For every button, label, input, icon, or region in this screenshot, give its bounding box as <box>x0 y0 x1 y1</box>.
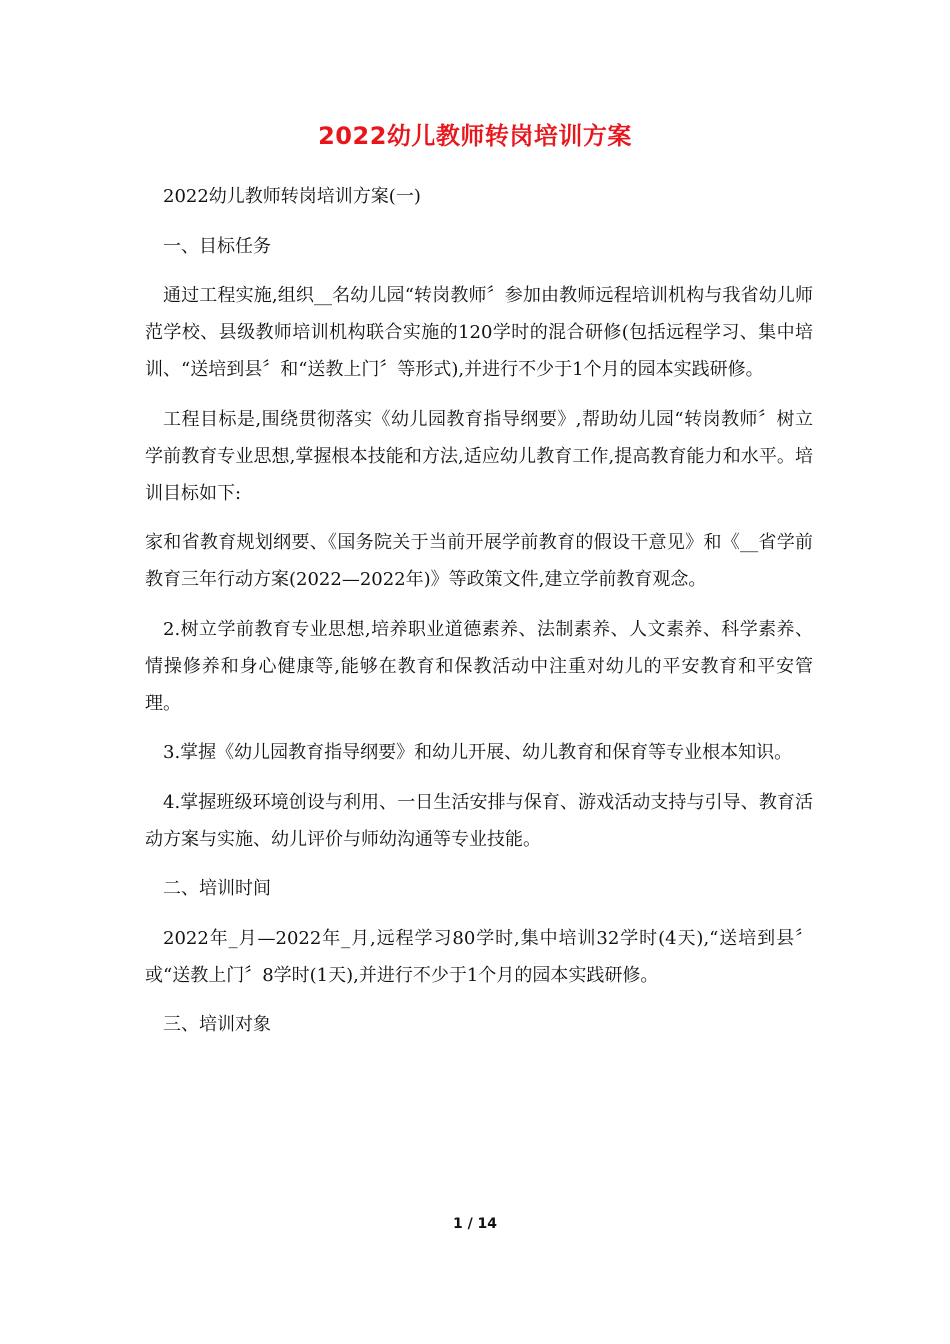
section-heading-goals: 一、目标任务 <box>163 235 271 257</box>
paragraph-implementation: 通过工程实施,组织__名幼儿园“转岗教师〞参加由教师远程培训机构与我省幼儿师范学校、县级教师培训机构联合实施的120学时的混合研修(包括远程学习、集中培训、“送培到县〞和“送教上门〞等形式),并进行不少于1个月的园本实践研修。 <box>145 285 813 380</box>
page-indicator: 1 / 14 <box>452 1216 498 1232</box>
list-item-3: 3.掌握《幼儿园教育指导纲要》和幼儿开展、幼儿教育和保育等专业根本知识。 <box>163 742 793 763</box>
paragraph-subtitle: 2022幼儿教师转岗培训方案(一) <box>163 186 421 207</box>
section-heading-audience: 三、培训对象 <box>163 1014 271 1035</box>
document-body <box>145 178 813 1056</box>
paragraph-project-goals: 工程目标是,围绕贯彻落实《幼儿园教育指导纲要》,帮助幼儿园“转岗教师〞树立学前教育专业思想,掌握根本技能和方法,适应幼儿教育工作,提高教育能力和水平。培训目标如下: <box>145 408 813 504</box>
section-heading-time: 二、培训时间 <box>163 878 271 899</box>
list-item-2: 2.树立学前教育专业思想,培养职业道德素养、法制素养、人文素养、科学素养、情操修养和身心健康等,能够在教育和保教活动中注重对幼儿的平安教育和平安管理。 <box>145 618 813 714</box>
paragraph-policy: 家和省教育规划纲要、《国务院关于当前开展学前教育的假设干意见》和《__省学前教育三年行动方案(2022—2022年)》等政策文件,建立学前教育观念。 <box>145 532 813 590</box>
paragraph-schedule: 2022年_月—2022年_月,远程学习80学时,集中培训32学时(4天),“送培到县〞或“送教上门〞8学时(1天),并进行不少于1个月的园本实践研修。 <box>145 927 813 986</box>
document-title: 2022幼儿教师转岗培训方案 <box>318 122 632 150</box>
list-item-4: 4.掌握班级环境创设与利用、一日生活安排与保育、游戏活动支持与引导、教育活动方案与实施、幼儿评价与师幼沟通等专业技能。 <box>145 791 813 850</box>
